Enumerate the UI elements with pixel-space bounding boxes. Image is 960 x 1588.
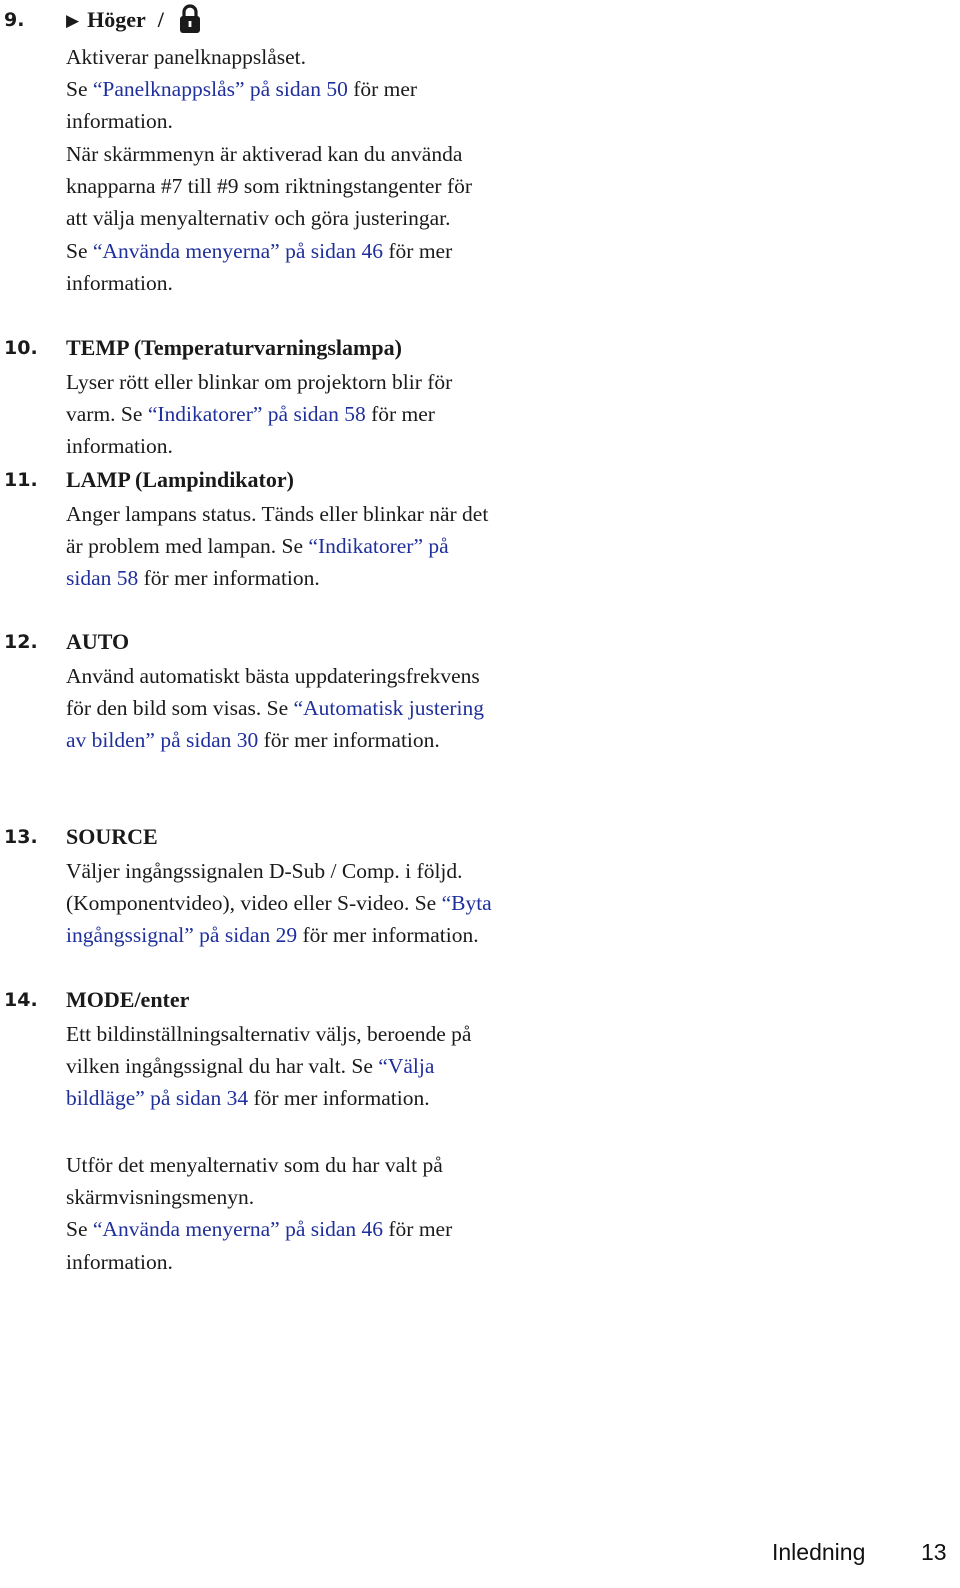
paragraph-text: När skärmmenyn är aktiverad kan du använda knapparna #7 till #9 som riktningstangenter för att välja menyalternativ och göra justeringar. xyxy=(66,142,473,231)
paragraph-text: Se xyxy=(66,77,93,102)
paragraph-text: för mer information. xyxy=(66,402,435,459)
item-paragraph xyxy=(66,855,496,952)
cross-reference-link[interactable]: “Använda menyerna” på sidan 46 xyxy=(92,1217,384,1242)
paragraph-text: Se xyxy=(66,1217,93,1242)
item-paragraph xyxy=(66,1018,496,1115)
paragraph-text: för mer information. xyxy=(66,77,418,134)
item-heading: TEMP (Temperaturvarningslampa) xyxy=(66,335,402,360)
item-heading: SOURCE xyxy=(66,824,158,849)
right-arrow-icon: ▶ xyxy=(66,11,80,30)
paragraph-text: för mer information. xyxy=(66,238,453,295)
page-number: 13 xyxy=(921,1539,947,1565)
paragraph-text: Väljer ingångssignalen D-Sub / Comp. i följd. (Komponentvideo), video eller S-video. Se xyxy=(66,859,463,916)
cross-reference-link[interactable]: “Panelknappslås” på sidan 50 xyxy=(92,77,348,102)
paragraph-text: Använd automatiskt bästa uppdateringsfrekvens för den bild som visas. Se xyxy=(66,664,480,721)
item-number: 14. xyxy=(4,989,38,1011)
item-number: 11. xyxy=(4,469,38,491)
item-heading: MODE/enter xyxy=(66,987,190,1012)
paragraph-text: Anger lampans status. Tänds eller blinkar när det är problem med lampan. Se xyxy=(66,502,489,559)
cross-reference-link[interactable]: “Indikatorer” på sidan 58 xyxy=(147,402,366,427)
item-paragraph xyxy=(66,498,496,595)
item-number: 13. xyxy=(4,826,38,848)
item-paragraph xyxy=(66,1149,496,1278)
item-paragraph xyxy=(66,41,496,138)
item-heading xyxy=(66,4,202,43)
item-paragraph xyxy=(66,660,496,757)
paragraph-text: för mer information. xyxy=(258,728,440,753)
cross-reference-link[interactable]: “Byta ingångssignal” på sidan 29 xyxy=(66,891,492,948)
item-paragraph xyxy=(66,366,496,463)
item-heading-label: Höger xyxy=(87,7,146,32)
item-heading: LAMP (Lampindikator) xyxy=(66,467,294,492)
item-heading: AUTO xyxy=(66,629,130,654)
item-number: 10. xyxy=(4,337,38,359)
cross-reference-link[interactable]: “Indikatorer” på sidan 58 xyxy=(66,534,449,591)
paragraph-text: Lyser rött eller blinkar om projektorn blir för varm. Se xyxy=(66,370,453,427)
cross-reference-link[interactable]: “Använda menyerna” på sidan 46 xyxy=(92,238,384,263)
cross-reference-link[interactable]: “Välja bildläge” på sidan 34 xyxy=(66,1054,435,1111)
paragraph-text: Ett bildinställningsalternativ väljs, beroende på vilken ingångssignal du har valt. Se xyxy=(66,1022,472,1079)
heading-separator: / xyxy=(157,7,164,32)
lock-icon xyxy=(178,4,202,43)
item-paragraph xyxy=(66,138,496,299)
cross-reference-link[interactable]: “Automatisk justering av bilden” på sidan 30 xyxy=(66,696,485,753)
paragraph-text: för mer information. xyxy=(297,923,479,948)
paragraph-text: för mer information. xyxy=(248,1086,430,1111)
paragraph-text: för mer information. xyxy=(66,1217,453,1274)
paragraph-text: Aktiverar panelknappslåset. xyxy=(66,45,306,69)
paragraph-text: Se xyxy=(66,238,93,263)
item-number: 9. xyxy=(4,9,25,31)
paragraph-text: för mer information. xyxy=(138,566,320,591)
item-number: 12. xyxy=(4,631,38,653)
paragraph-text: Utför det menyalternativ som du har valt på skärmvisningsmenyn. xyxy=(66,1153,443,1210)
footer-section-title: Inledning xyxy=(772,1539,866,1565)
